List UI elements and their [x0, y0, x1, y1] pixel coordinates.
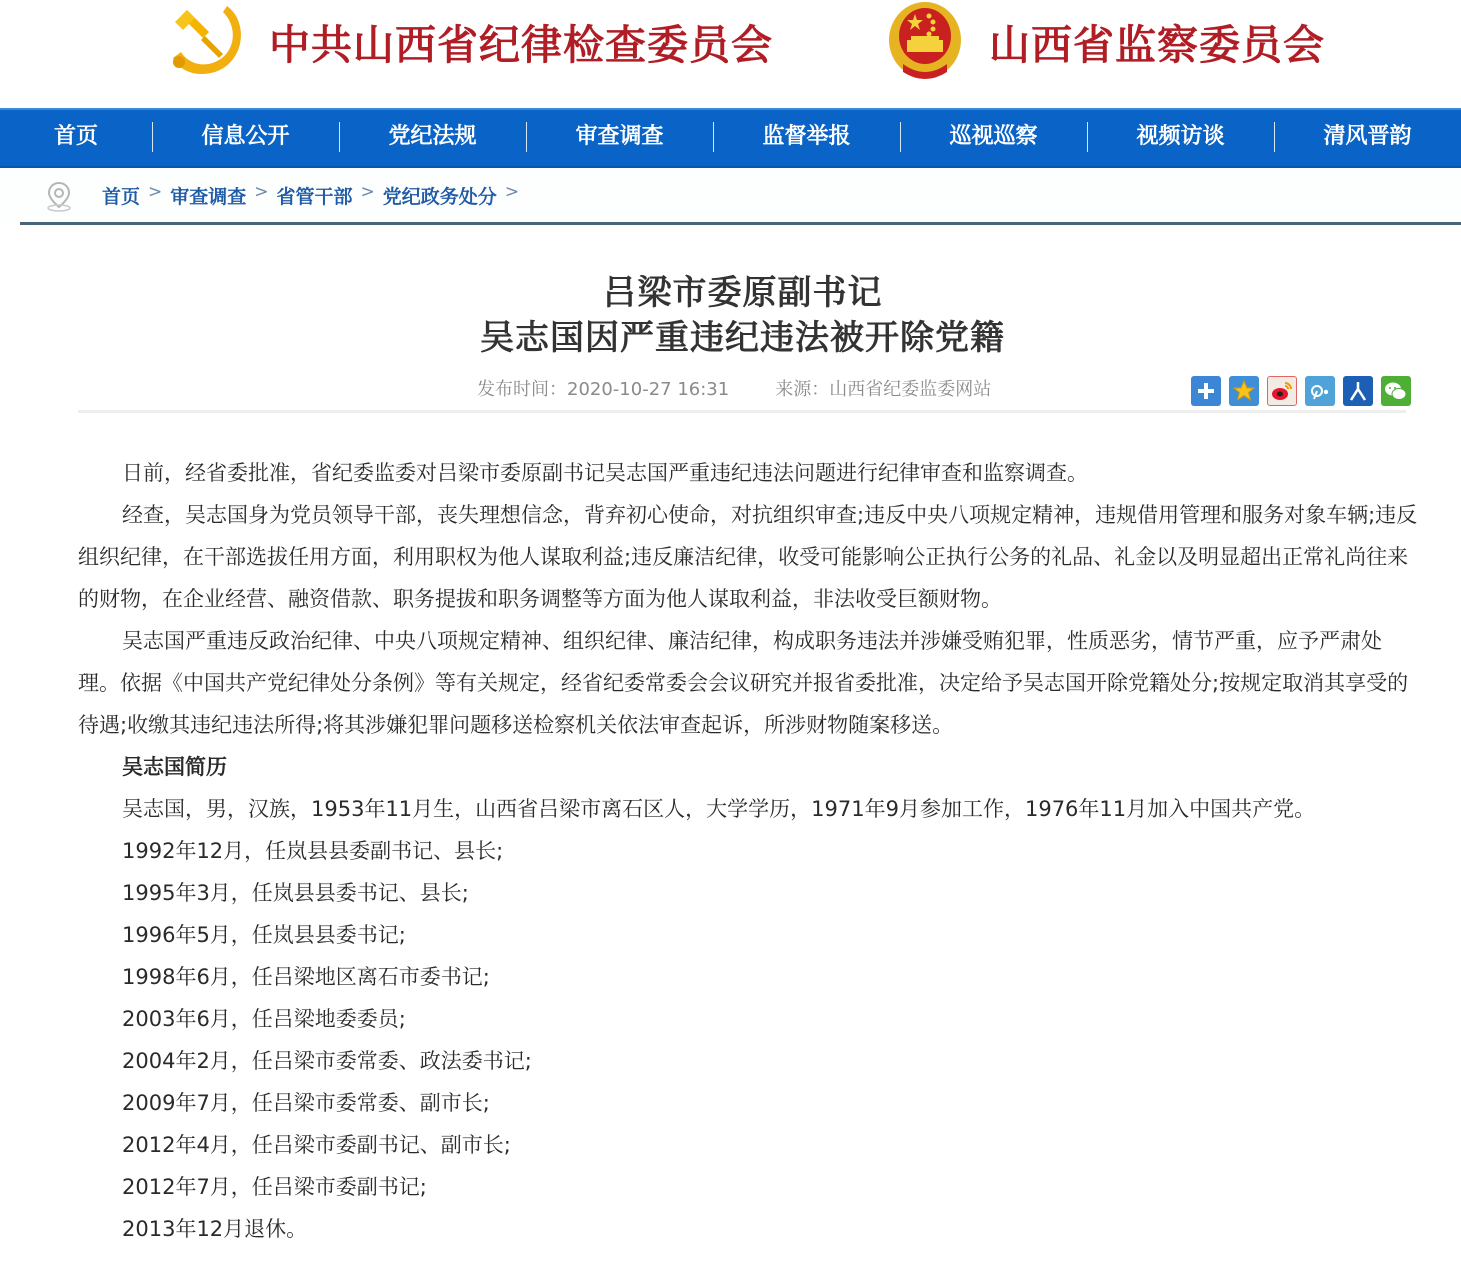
cv-heading: 吴志国简历: [122, 755, 227, 779]
supervision-logo[interactable]: [885, 0, 1325, 82]
meta-divider: [78, 410, 1406, 413]
breadcrumb-separator: >: [148, 182, 163, 202]
article-paragraph: 吴志国严重违反政治纪律、中央八项规定精神、组织纪律、廉洁纪律，构成职务违法并涉嫌受贿犯罪，性质恶劣，情节严重，应予严肃处理。依据《中国共产党纪律处分条例》等有关规定，经省纪委常委会会议研究并报省委批准，决定给予吴志国开除党籍处分;按规定取消其享受的待遇;收缴其违纪违法所得;将其涉嫌犯罪问题移送检察机关依法审查起诉，所涉财物随案移送。: [78, 629, 1409, 737]
nav-item-inspection-tours[interactable]: 巡视巡察: [900, 108, 1087, 168]
nav-item-investigation[interactable]: 审查调查: [526, 108, 713, 168]
share-renren-button[interactable]: [1343, 376, 1373, 406]
cv-item: 1998年6月，任吕梁地区离石市委书记;: [122, 965, 490, 989]
renren-icon: [1347, 380, 1369, 402]
breadcrumb-item-provincial-cadres[interactable]: 省管干部: [276, 186, 353, 208]
cv-item: 2003年6月，任吕梁地委委员;: [122, 1007, 406, 1031]
share-more-button[interactable]: [1191, 376, 1221, 406]
nav-item-home[interactable]: 首页: [53, 124, 98, 149]
article-title-line1: 吕梁市委原副书记: [602, 273, 883, 313]
location-pin-icon: [44, 180, 74, 212]
share-wechat-button[interactable]: [1381, 376, 1411, 406]
cv-item: 2009年7月，任吕梁市委常委、副市长;: [122, 1091, 490, 1115]
star-icon: [1232, 379, 1256, 403]
nav-item-video-interviews[interactable]: 视频访谈: [1087, 108, 1274, 168]
wechat-icon: [1383, 379, 1409, 403]
cv-item: 1996年5月，任岚县县委书记;: [122, 923, 406, 947]
cpc-discipline-title: 中共山西省纪律检查委员会: [269, 20, 773, 69]
breadcrumb-separator: >: [360, 182, 375, 202]
share-weibo-button[interactable]: [1267, 376, 1297, 406]
breadcrumb-item-investigation[interactable]: 审查调查: [170, 186, 247, 208]
national-emblem-icon: [885, 0, 969, 82]
nav-item-info-disclosure[interactable]: 信息公开: [152, 108, 339, 168]
supervision-title: 山西省监察委员会: [989, 20, 1325, 69]
site-header: [0, 0, 1461, 108]
main-nav: [0, 108, 1461, 168]
plus-icon: [1196, 381, 1216, 401]
breadcrumb-bar: [0, 168, 1461, 224]
share-tencent-weibo-button[interactable]: [1305, 376, 1335, 406]
article-title-line2: 吴志国因严重违纪违法被开除党籍: [480, 318, 1005, 358]
share-toolbar: [1191, 376, 1411, 406]
cv-item: 2012年7月，任吕梁市委副书记;: [122, 1175, 427, 1199]
article-source: 来源：山西省纪委监委网站: [775, 379, 992, 400]
weibo-icon: [1270, 379, 1294, 403]
breadcrumb-separator: >: [254, 182, 269, 202]
tencent-weibo-icon: [1308, 379, 1332, 403]
article-paragraph: 日前，经省委批准，省纪委监委对吕梁市委原副书记吴志国严重违纪违法问题进行纪律审查和监察调查。: [122, 461, 1088, 485]
cpc-discipline-logo[interactable]: [165, 0, 773, 82]
cv-item: 2013年12月退休。: [122, 1217, 308, 1241]
publish-time: 发布时间：2020-10-27 16:31: [477, 379, 730, 400]
article-meta: [477, 375, 991, 401]
cv-item: 1995年3月，任岚县县委书记、县长;: [122, 881, 469, 905]
article-body: [78, 452, 1418, 1250]
breadcrumb-divider: [20, 222, 1461, 225]
cv-item: 1992年12月，任岚县县委副书记、县长;: [122, 839, 504, 863]
breadcrumb-separator: >: [504, 182, 520, 202]
nav-item-supervision-report[interactable]: 监督举报: [713, 108, 900, 168]
article-paragraph: 经查，吴志国身为党员领导干部，丧失理想信念，背弃初心使命，对抗组织审查;违反中央八项规定精神，违规借用管理和服务对象车辆;违反组织纪律，在干部选拔任用方面，利用职权为他人谋取利益;违反廉洁纪律，收受可能影响公正执行公务的礼品、礼金以及明显超出正常礼尚往来的财物，在企业经营、融资借款、职务提拔和职务调整等方面为他人谋取利益，非法收受巨额财物。: [78, 503, 1418, 611]
breadcrumb: [102, 182, 527, 209]
breadcrumb-item-disciplinary-sanctions[interactable]: 党纪政务处分: [382, 186, 497, 208]
share-qzone-button[interactable]: [1229, 376, 1259, 406]
cv-item: 2004年2月，任吕梁市委常委、政法委书记;: [122, 1049, 532, 1073]
nav-item-qingfeng-jinyun[interactable]: 清风晋韵: [1274, 108, 1461, 168]
breadcrumb-item-home[interactable]: 首页: [102, 186, 141, 208]
cv-item: 2012年4月，任吕梁市委副书记、副市长;: [122, 1133, 511, 1157]
nav-item-party-regulations[interactable]: 党纪法规: [339, 108, 526, 168]
cv-intro: 吴志国，男，汉族，1953年11月生，山西省吕梁市离石区人，大学学历，1971年9月参加工作，1976年11月加入中国共产党。: [122, 797, 1316, 821]
hammer-sickle-icon: [165, 0, 249, 82]
